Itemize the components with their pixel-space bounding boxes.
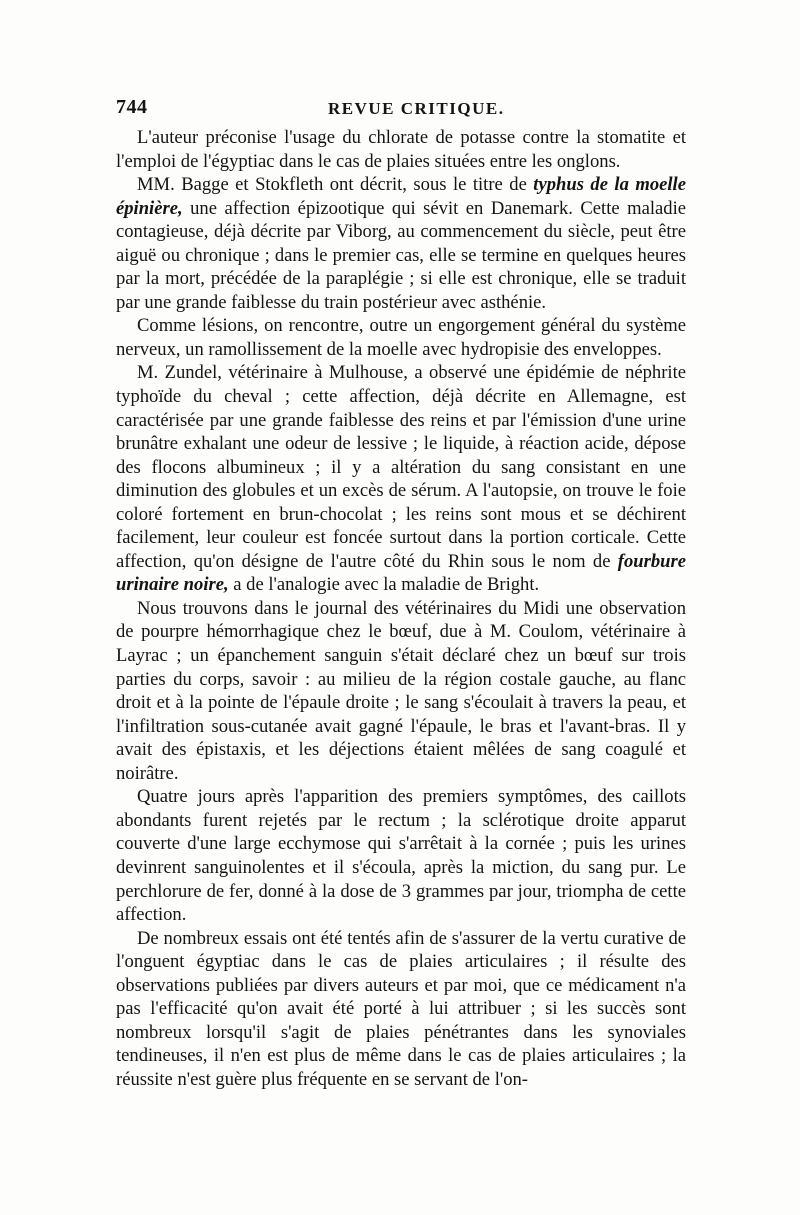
paragraph-chlorate: L'auteur préconise l'usage du chlorate de potasse contre la stomatite et l'emploi de l'égyptiac dans le cas de plaies situées entre les onglons. bbox=[116, 127, 686, 172]
paragraph-nephrite-text-end: a de l'analogie avec la maladie de Bright. bbox=[228, 574, 540, 596]
paragraph-typhus-term: typhus de la moelle épinière, bbox=[116, 174, 686, 219]
paragraph-pourpre: Nous trouvons dans le journal des vétérinaires du Midi une observation de pourpre hémorrhagique chez le bœuf, due à M. Coulom, vétérinaire à Layrac ; un épanchement sanguin s'était déclaré chez un bœuf sur trois parties du corps, savoir : au milieu de la région costale gauche, au flanc droit et à la pointe de l'épaule droite ; le sang s'écoulait à travers la peau, et l'infiltration sous-cutanée avait gagné l'épaule, le bras et l'avant-bras. Il y avait des épistaxis, et les déjections étaient mêlées de sang coagulé et noirâtre. bbox=[116, 597, 686, 784]
paragraph-typhus-text-end: une affection épizootique qui sévit en Danemark. Cette maladie contagieuse, déjà décrite par Viborg, au commencement du siècle, peut être aiguë ou chronique ; dans le premier cas, elle se termine en quelques heures par la mort, précédée de la paraplégie ; si elle est chronique, elle se traduit par une grande faiblesse du train postérieur avec asthénie. bbox=[116, 197, 686, 313]
paragraph-typhus bbox=[116, 173, 686, 314]
running-head bbox=[116, 96, 686, 126]
paragraph-nephrite-text-start: M. Zundel, vétérinaire à Mulhouse, a observé une épidémie de néphrite typhoïde du cheval ; cette affection, déjà décrite en Allemagne, est caractérisée par une grande faiblesse des reins et par l'émission d'une urine brunâtre exhalant une odeur de lessive ; le liquide, à réaction acide, dépose des flocons albumineux ; il y a altération du sang consistant en une diminution des globules et un excès de sérum. A l'autopsie, on trouve le foie coloré fortement en brun-chocolat ; les reins sont mous et se déchirent facilement, leur couleur est foncée surtout dans la portion corticale. Cette affection, qu'on désigne de l'autre côté du Rhin sous le nom de bbox=[116, 362, 686, 572]
paragraph-lesions: Comme lésions, on rencontre, outre un engorgement général du système nerveux, un ramollissement de la moelle avec hydropisie des enveloppes. bbox=[116, 315, 686, 360]
paragraph-onguent: De nombreux essais ont été tentés afin de s'assurer de la vertu curative de l'onguent égyptiac dans le cas de plaies articulaires ; il résulte des observations publiées par divers auteurs et par moi, que ce médicament n'a pas l'efficacité qu'on avait été porté à lui attribuer ; si les succès sont nombreux lorsqu'il s'agit de plaies pénétrantes dans les synoviales tendineuses, il n'en est plus de même dans le cas de plaies articulaires ; la réussite n'est guère plus fréquente en se servant de l'on- bbox=[116, 927, 686, 1090]
paragraph-typhus-text-start: MM. Bagge et Stokfleth ont décrit, sous le titre de bbox=[137, 174, 534, 196]
running-title: REVUE CRITIQUE. bbox=[328, 99, 505, 118]
body-text bbox=[116, 126, 686, 1166]
page-number: 744 bbox=[116, 96, 148, 118]
paragraph-nephrite bbox=[116, 361, 686, 596]
paragraph-nephrite-term: fourbure urinaire noire, bbox=[116, 550, 686, 596]
paragraph-caillots: Quatre jours après l'apparition des premiers symptômes, des caillots abondants furent rejetés par le rectum ; la sclérotique droite apparut couverte d'une large ecchymose qui s'arrêtait à la cornée ; puis les urines devinrent sanguinolentes et il s'écoula, après la miction, du sang pur. Le perchlorure de fer, donné à la dose de 3 grammes par jour, triompha de cette affection. bbox=[116, 786, 686, 926]
